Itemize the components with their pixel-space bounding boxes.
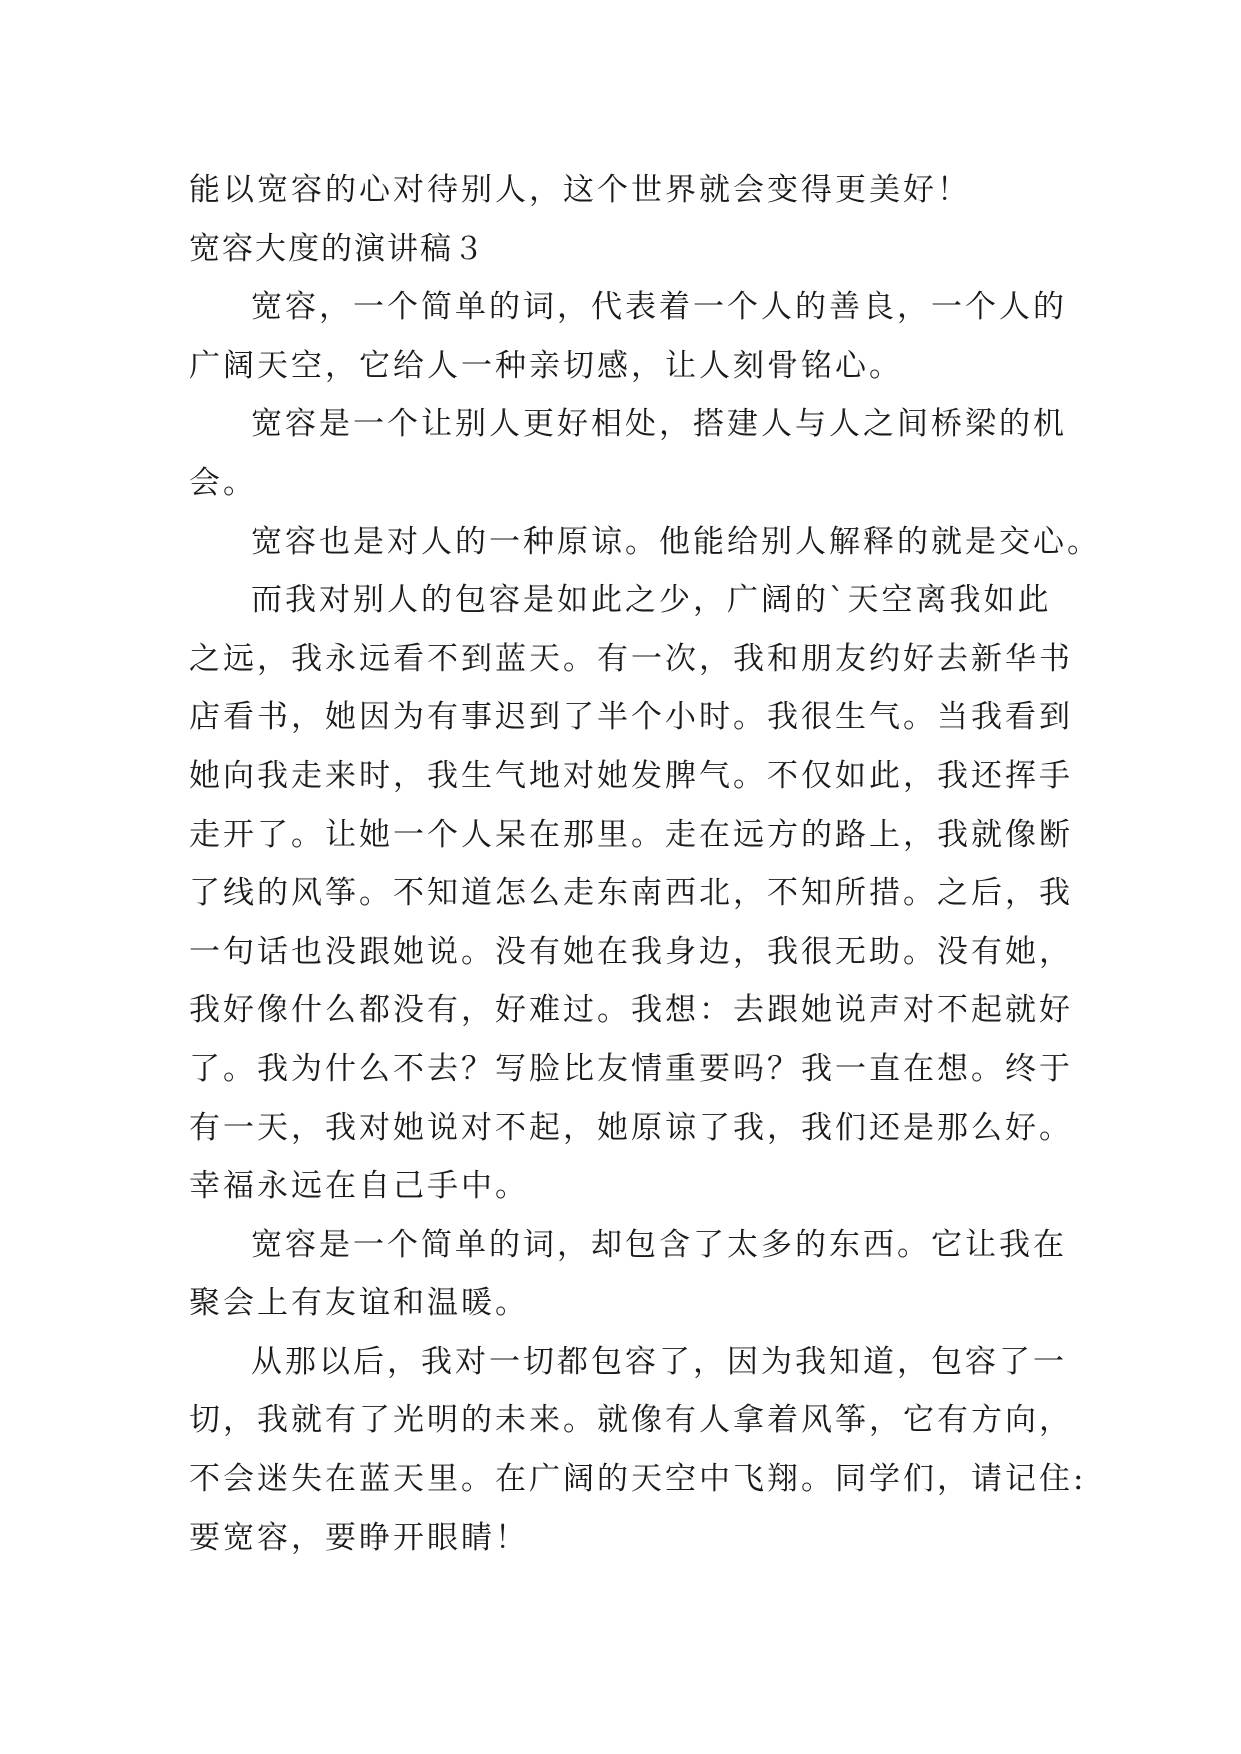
paragraph-line: 从那以后，我对一切都包容了，因为我知道，包容了一: [251, 1343, 1067, 1380]
paragraph-5: [189, 1216, 1067, 1333]
paragraph-line: 有一天，我对她说对不起，她原谅了我，我们还是那么好。: [189, 1109, 1073, 1146]
paragraph-line: 聚会上有友谊和温暖。: [189, 1285, 529, 1322]
paragraph-line: 一句话也没跟她说。没有她在我身边，我很无助。没有她，: [189, 933, 1073, 970]
paragraph-3: [189, 513, 1101, 572]
paragraph-line: 会。: [189, 464, 257, 501]
paragraph-line: 而我对别人的包容是如此之少，广阔的`天空离我如此: [251, 582, 1052, 619]
paragraph-line: 广阔天空，它给人一种亲切感，让人刻骨铭心。: [189, 347, 903, 384]
paragraph-line: 了线的风筝。不知道怎么走东南西北，不知所措。之后，我: [189, 875, 1073, 912]
paragraph-line: 宽容是一个简单的词，却包含了太多的东西。它让我在: [251, 1226, 1067, 1263]
document-body: [189, 161, 1101, 1567]
paragraph-line: 要宽容，要睁开眼睛！: [189, 1519, 529, 1556]
paragraph-line: 了。我为什么不去？写脸比友情重要吗？我一直在想。终于: [189, 1050, 1073, 1087]
paragraph-line: 切，我就有了光明的未来。就像有人拿着风筝，它有方向，: [189, 1402, 1073, 1439]
paragraph-1: [189, 278, 1067, 395]
paragraph-line: 幸福永远在自己手中。: [189, 1168, 529, 1205]
paragraph-line: 之远，我永远看不到蓝天。有一次，我和朋友约好去新华书: [189, 640, 1073, 677]
paragraph-line: 走开了。让她一个人呆在那里。走在远方的路上，我就像断: [189, 816, 1073, 853]
paragraph-line: 店看书，她因为有事迟到了半个小时。我很生气。当我看到: [189, 699, 1073, 736]
paragraph-line: 我好像什么都没有，好难过。我想：去跟她说声对不起就好: [189, 992, 1073, 1029]
opening-line: 能以宽容的心对待别人，这个世界就会变得更美好！: [189, 172, 971, 208]
paragraph-6: [189, 1333, 1087, 1567]
paragraph-line: 宽容是一个让别人更好相处，搭建人与人之间桥梁的机: [251, 406, 1067, 443]
paragraph-4: [189, 571, 1073, 1216]
paragraph-line: 她向我走来时，我生气地对她发脾气。不仅如此，我还挥手: [189, 757, 1073, 794]
paragraph-line: 不会迷失在蓝天里。在广阔的天空中飞翔。同学们，请记住:: [189, 1461, 1087, 1498]
paragraph-2: [189, 395, 1067, 512]
paragraph-line: 宽容，一个简单的词，代表着一个人的善良，一个人的: [251, 289, 1067, 326]
paragraph-line: 宽容也是对人的一种原谅。他能给别人解释的就是交心。: [251, 523, 1101, 560]
document-title: 宽容大度的演讲稿３: [189, 230, 486, 267]
